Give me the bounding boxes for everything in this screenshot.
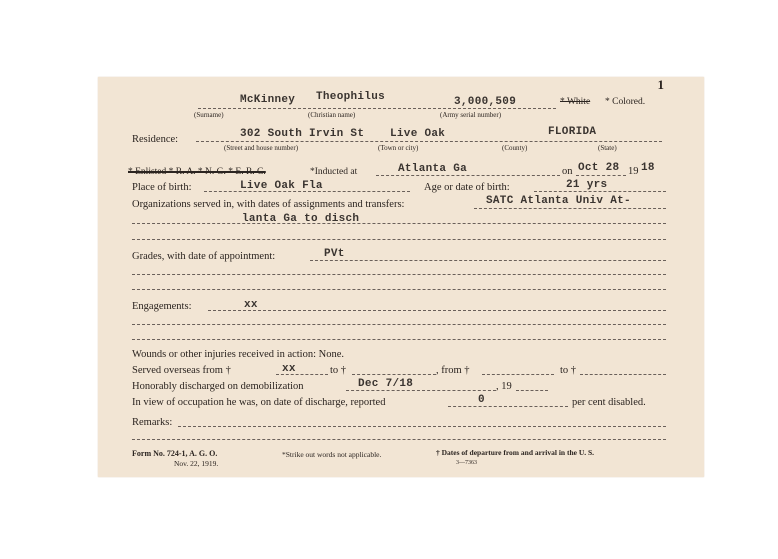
town-value: Live Oak: [390, 128, 446, 140]
overseas-from-line: [276, 374, 328, 375]
street-label: (Street and house number): [224, 144, 299, 152]
place-of-birth-value: Live Oak Fla: [240, 180, 323, 192]
age-label: Age or date of birth:: [424, 182, 510, 193]
print-code: 3—7363: [456, 460, 477, 466]
inducted-line: [376, 175, 560, 176]
year-prefix: 19: [628, 166, 639, 177]
strike-note: *Strike out words not applicable.: [282, 450, 382, 459]
name-line: [198, 108, 556, 109]
dates-note: † Dates of departure from and arrival in the U. S.: [436, 448, 595, 457]
discharge-date-line: [346, 390, 496, 391]
overseas-value: xx: [282, 363, 296, 375]
form-number: Form No. 724-1, A. G. O.: [132, 449, 218, 458]
town-label: (Town or city): [378, 144, 419, 152]
street-value: 302 South Irvin St: [240, 128, 365, 140]
engagements-line3: [132, 339, 666, 340]
inducted-at-value: Atlanta Ga: [398, 163, 468, 175]
overseas-to2-label: to †: [560, 365, 577, 376]
remarks-line1: [178, 426, 666, 427]
organizations-label: Organizations served in, with dates of assignments and transfers:: [132, 199, 405, 210]
engagements-value: xx: [244, 299, 258, 311]
race-white-struck: * White: [560, 97, 591, 107]
organizations-line3: [132, 239, 666, 240]
engagements-line1: [208, 310, 666, 311]
organizations-line2: [132, 223, 666, 224]
surname-label: (Surname): [194, 111, 224, 119]
overseas-to2-line: [580, 374, 666, 375]
race-colored: * Colored.: [605, 97, 646, 107]
organizations-line1-value: SATC Atlanta Univ At-: [486, 195, 631, 207]
induction-date-line: [576, 175, 626, 176]
discharge-label: Honorably discharged on demobilization: [132, 381, 304, 392]
induction-date-value: Oct 28: [578, 162, 620, 174]
overseas-from2-label: , from †: [436, 365, 470, 376]
overseas-to1-line: [352, 374, 436, 375]
engagements-line2: [132, 324, 666, 325]
disability-line: [448, 406, 568, 407]
card-number: 1: [657, 77, 664, 92]
service-record-card: [98, 77, 704, 477]
disability-label: In view of occupation he was, on date of discharge, reported: [132, 397, 386, 408]
inducted-label: *Inducted at: [310, 167, 358, 177]
enlistment-options-struck: * Enlisted * R. A. * N. G. * E. R. C.: [128, 167, 266, 177]
disability-value: 0: [478, 394, 485, 406]
disability-suffix: per cent disabled.: [572, 397, 646, 408]
organizations-line1: [474, 208, 666, 209]
overseas-to1-label: to †: [330, 365, 347, 376]
overseas-from2-line: [482, 374, 554, 375]
christian-name-value: Theophilus: [316, 91, 386, 103]
discharge-year-label: , 19: [496, 381, 512, 392]
remarks-label: Remarks:: [132, 417, 173, 428]
discharge-year-line: [516, 390, 548, 391]
age-line: [534, 191, 666, 192]
discharge-date-value: Dec 7/18: [358, 378, 414, 390]
form-date: Nov. 22, 1919.: [174, 459, 219, 468]
grades-value: PVt: [324, 248, 345, 260]
place-of-birth-label: Place of birth:: [132, 182, 192, 193]
organizations-line2-value: lanta Ga to disch: [242, 213, 360, 225]
on-label: on: [562, 166, 573, 177]
remarks-line2: [132, 439, 666, 440]
grades-line3: [132, 289, 666, 290]
engagements-label: Engagements:: [132, 301, 192, 312]
grades-label: Grades, with date of appointment:: [132, 251, 276, 262]
grades-line2: [132, 274, 666, 275]
induction-year-value: 18: [641, 162, 655, 174]
wounds-label: Wounds or other injuries received in action: None.: [132, 349, 345, 360]
serial-number-label: (Army serial number): [440, 111, 502, 119]
state-label: (State): [598, 144, 617, 152]
residence-label: Residence:: [132, 134, 179, 145]
place-of-birth-line: [204, 191, 410, 192]
overseas-label: Served overseas from †: [132, 365, 231, 376]
christian-name-label: (Christian name): [308, 111, 356, 119]
residence-line: [196, 141, 662, 142]
surname-value: McKinney: [240, 94, 296, 106]
grades-line1: [310, 260, 666, 261]
serial-number-value: 3,000,509: [454, 96, 517, 108]
state-value: FLORIDA: [548, 126, 597, 138]
county-label: (County): [502, 144, 528, 152]
age-value: 21 yrs: [566, 179, 608, 191]
